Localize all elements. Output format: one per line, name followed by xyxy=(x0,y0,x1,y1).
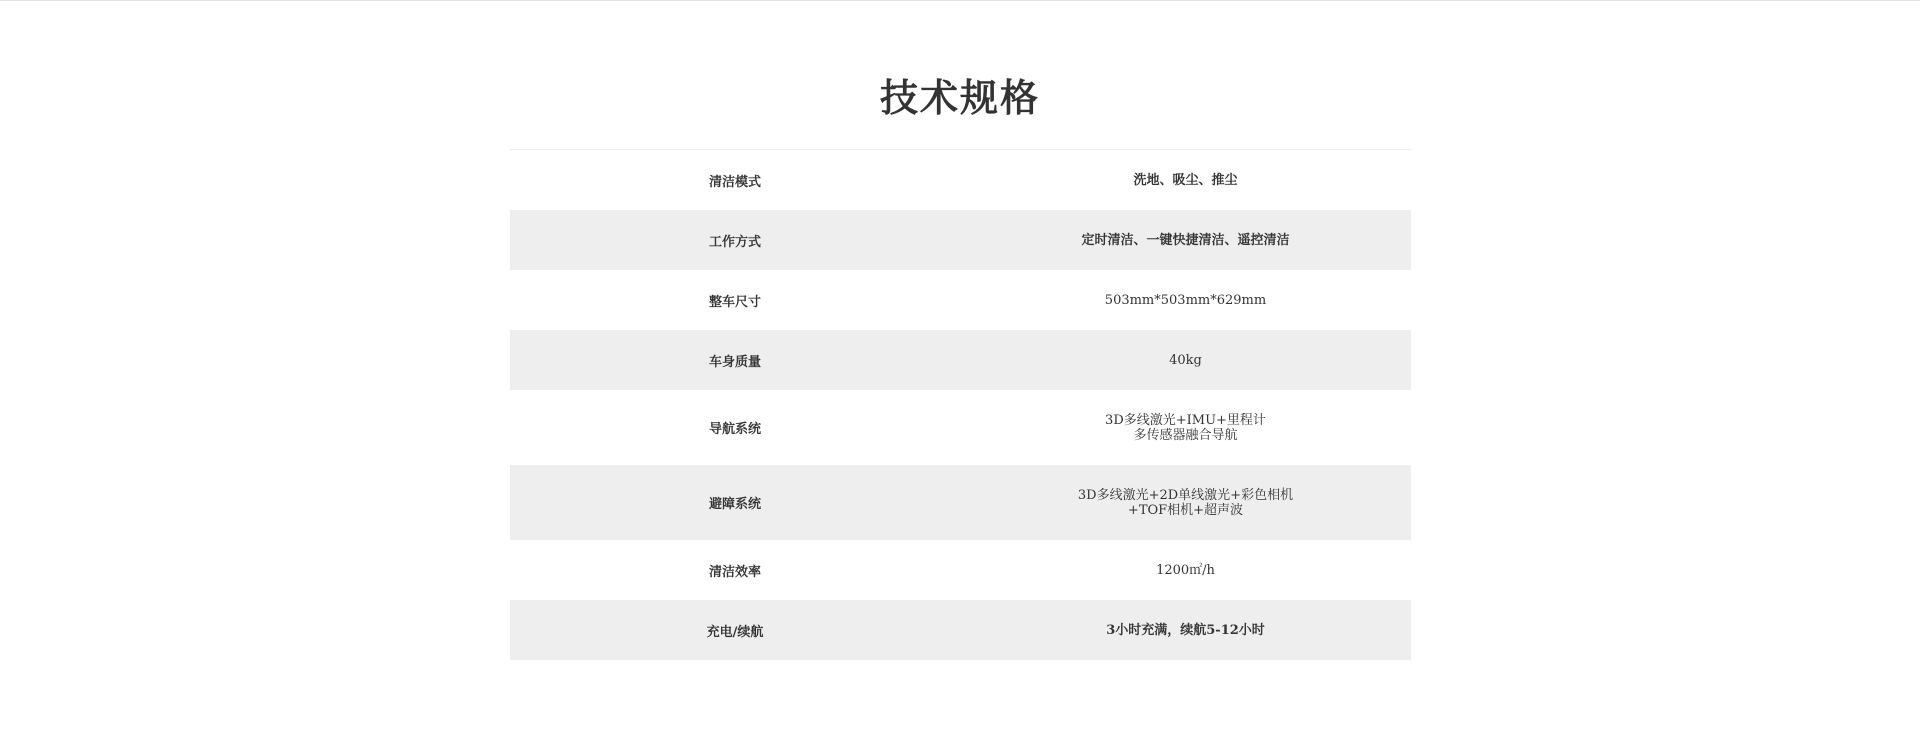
spec-value xyxy=(960,233,1411,248)
spec-value-line: 洗地、吸尘、推尘 xyxy=(1133,172,1238,188)
spec-label: 工作方式 xyxy=(708,234,761,250)
spec-row-dimensions xyxy=(510,270,1411,330)
spec-label: 清洁效率 xyxy=(708,564,761,580)
spec-value-line: 1200㎡/h xyxy=(1156,562,1215,578)
spec-label: 清洁模式 xyxy=(708,174,761,190)
spec-label: 避障系统 xyxy=(708,497,761,512)
spec-value-line: 多传感器融合导航 xyxy=(1133,427,1238,443)
spec-row-cleaning-mode xyxy=(510,150,1411,210)
spec-label: 导航系统 xyxy=(708,422,761,437)
spec-value xyxy=(960,413,1411,443)
spec-value xyxy=(960,563,1411,578)
spec-row-weight xyxy=(510,330,1411,390)
spec-value xyxy=(960,623,1411,638)
spec-value-line: 503mm*503mm*629mm xyxy=(1104,292,1267,308)
spec-row-efficiency xyxy=(510,540,1411,600)
spec-row-charging xyxy=(510,600,1411,660)
spec-value-line: 40kg xyxy=(1169,352,1202,368)
spec-value-line: 3D多线激光+2D单线激光+彩色相机 xyxy=(1077,487,1294,503)
spec-value xyxy=(960,488,1411,518)
spec-value-line: 定时清洁、一键快捷清洁、遥控清洁 xyxy=(1081,232,1290,248)
spec-value xyxy=(960,293,1411,308)
spec-label: 整车尺寸 xyxy=(708,294,761,310)
spec-row-obstacle-avoidance xyxy=(510,465,1411,540)
spec-label: 充电/续航 xyxy=(706,624,764,640)
spec-value xyxy=(960,353,1411,368)
spec-value-line: +TOF相机+超声波 xyxy=(1127,502,1244,518)
top-divider xyxy=(0,0,1920,1)
spec-table xyxy=(510,149,1411,660)
spec-value-line: 3小时充满，续航5-12小时 xyxy=(1106,622,1265,638)
spec-row-work-mode xyxy=(510,210,1411,270)
spec-value-line: 3D多线激光+IMU+里程计 xyxy=(1105,412,1266,428)
spec-label: 车身质量 xyxy=(708,354,761,370)
spec-row-navigation xyxy=(510,390,1411,465)
spec-value xyxy=(960,173,1411,188)
page-title: 技术规格 xyxy=(879,75,1040,120)
